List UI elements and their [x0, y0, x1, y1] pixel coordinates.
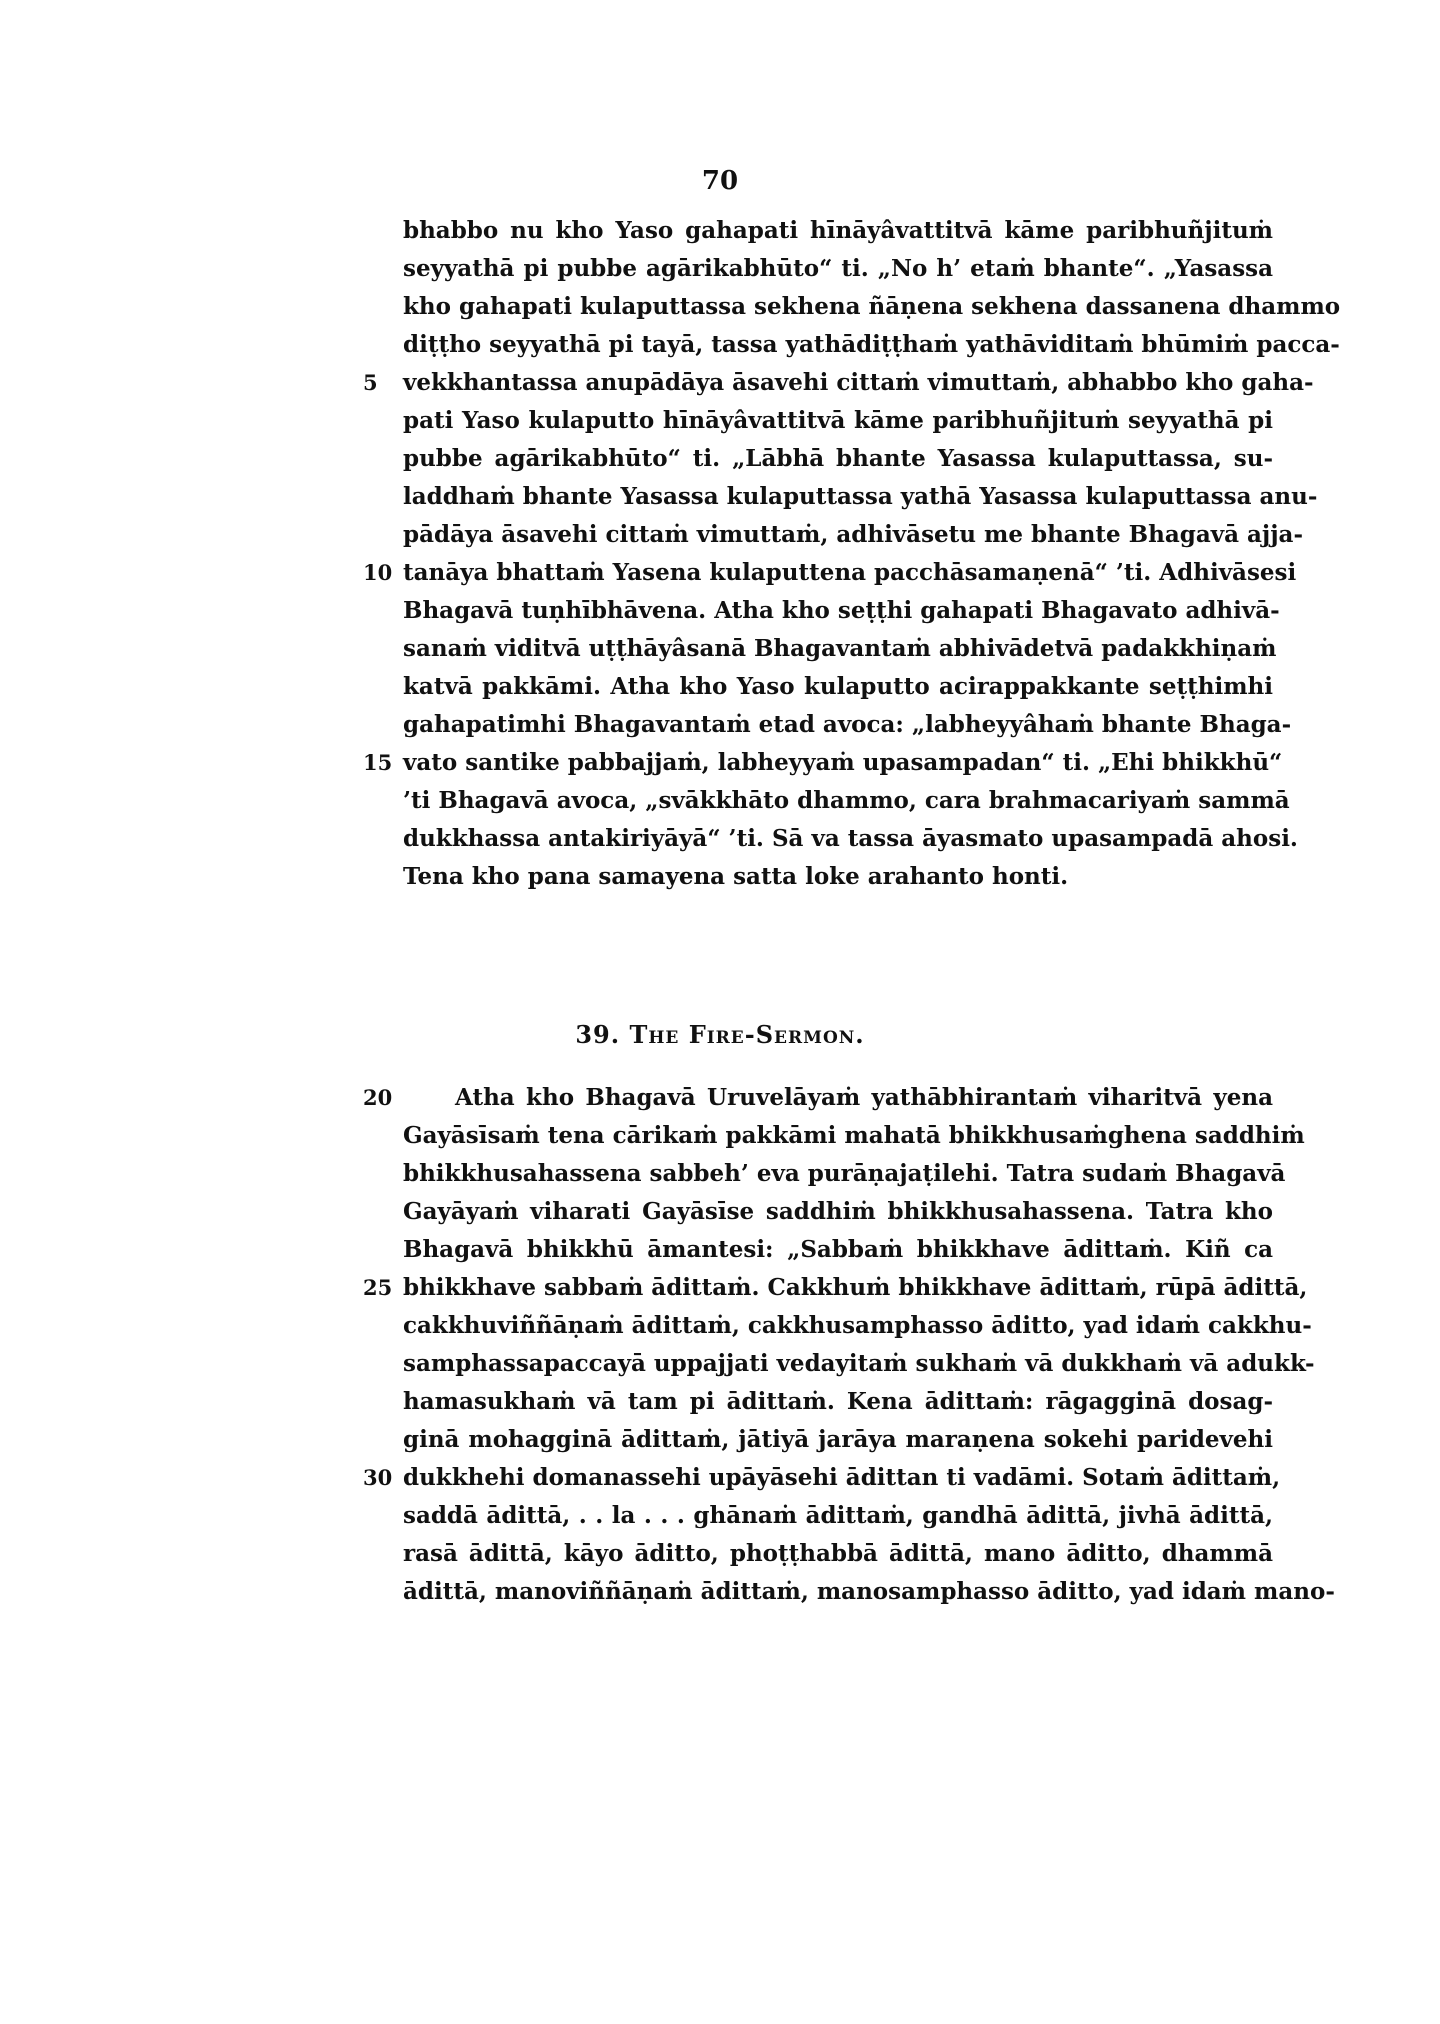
- text-line: [363, 1269, 1308, 1307]
- line-text: hamasukhaṁ vā tam pi ādittaṁ. Kena ādittaṁ: rāgagginā dosag-: [403, 1388, 1273, 1415]
- text-line: [403, 1345, 1315, 1383]
- line-text: dukkhassa antakiriyāyā“ ’ti. Sā va tassa āyasmato upasampadā ahosi.: [403, 825, 1298, 852]
- line-text: ’ti Bhagavā avoca, „svākkhāto dhammo, cara brahmacariyaṁ sammā: [403, 787, 1290, 814]
- section-heading: [0, 1020, 1440, 1049]
- text-line: [403, 1231, 1273, 1269]
- line-number: 20: [363, 1085, 393, 1110]
- text-line: [403, 1117, 1305, 1155]
- paragraph-1: [363, 212, 1341, 896]
- text-line: [403, 1421, 1273, 1459]
- line-number: 5: [363, 370, 378, 395]
- line-text: rasā ādittā, kāyo āditto, phoṭṭhabbā ādittā, mano āditto, dhammā: [403, 1540, 1273, 1567]
- text-line: [403, 478, 1318, 516]
- text-line: [403, 858, 1273, 896]
- line-text: ādittā, manoviññāṇaṁ ādittaṁ, manosamphasso āditto, yad idaṁ mano-: [403, 1578, 1335, 1605]
- page-number: 70: [701, 166, 739, 196]
- line-number: 15: [363, 750, 393, 775]
- text-line: [403, 1535, 1273, 1573]
- line-text: Atha kho Bhagavā Uruvelāyaṁ yathābhirantaṁ viharitvā yena: [455, 1084, 1273, 1111]
- text-line: [403, 288, 1341, 326]
- line-text: cakkhuviññāṇaṁ ādittaṁ, cakkhusamphasso āditto, yad idaṁ cakkhu-: [403, 1312, 1312, 1339]
- text-line: [403, 782, 1290, 820]
- line-text: seyyathā pi pubbe agārikabhūto“ ti. „No h’ etaṁ bhante“. „Yasassa: [403, 255, 1273, 282]
- line-text: pādāya āsavehi cittaṁ vimuttaṁ, adhivāsetu me bhante Bhagavā ajja-: [403, 521, 1303, 548]
- text-line: [403, 706, 1292, 744]
- text-line: [403, 1155, 1286, 1193]
- section-title: The Fire-Sermon.: [629, 1020, 865, 1049]
- section-number: 39.: [575, 1020, 621, 1049]
- line-text: tanāya bhattaṁ Yasena kulaputtena pacchāsamaṇenā“ ’ti. Adhivāsesi: [403, 559, 1297, 586]
- text-line: [363, 744, 1283, 782]
- line-text: vekkhantassa anupādāya āsavehi cittaṁ vimuttaṁ, abhabbo kho gaha-: [403, 369, 1314, 396]
- line-text: samphassapaccayā uppajjati vedayitaṁ sukhaṁ vā dukkhaṁ vā adukk-: [403, 1350, 1315, 1377]
- text-line: [403, 1193, 1273, 1231]
- text-line: [363, 1459, 1281, 1497]
- line-text: Bhagavā bhikkhū āmantesi: „Sabbaṁ bhikkhave ādittaṁ. Kiñ ca: [403, 1236, 1273, 1263]
- text-line: [403, 668, 1273, 706]
- line-text: katvā pakkāmi. Atha kho Yaso kulaputto acirappakkante seṭṭhimhi: [403, 673, 1273, 700]
- line-text: dukkhehi domanassehi upāyāsehi ādittan ti vadāmi. Sotaṁ ādittaṁ,: [403, 1464, 1281, 1491]
- line-text: pubbe agārikabhūto“ ti. „Lābhā bhante Yasassa kulaputtassa, su-: [403, 445, 1273, 472]
- text-line: [403, 630, 1277, 668]
- text-line: [403, 402, 1273, 440]
- text-line: [403, 212, 1273, 250]
- line-text: saddā ādittā, . . la . . . ghānaṁ ādittaṁ, gandhā ādittā, jivhā ādittā,: [403, 1502, 1273, 1529]
- line-text: bhikkhave sabbaṁ ādittaṁ. Cakkhuṁ bhikkhave ādittaṁ, rūpā ādittā,: [403, 1274, 1308, 1301]
- line-number: 10: [363, 560, 393, 585]
- line-text: Gayāsīsaṁ tena cārikaṁ pakkāmi mahatā bhikkhusaṁghena saddhiṁ: [403, 1122, 1305, 1149]
- text-line: [403, 820, 1298, 858]
- text-line: [403, 326, 1340, 364]
- text-line: [403, 1573, 1335, 1611]
- text-line: [403, 1383, 1273, 1421]
- text-line: [403, 440, 1273, 478]
- line-text: gahapatimhi Bhagavantaṁ etad avoca: „labheyyâhaṁ bhante Bhaga-: [403, 711, 1292, 738]
- text-line: [363, 364, 1314, 402]
- line-text: sanaṁ viditvā uṭṭhāyâsanā Bhagavantaṁ abhivādetvā padakkhiṇaṁ: [403, 635, 1277, 662]
- text-line: [363, 554, 1297, 592]
- text-line: [363, 1079, 1273, 1117]
- line-text: diṭṭho seyyathā pi tayā, tassa yathādiṭṭhaṁ yathāviditaṁ bhūmiṁ pacca-: [403, 331, 1340, 358]
- line-text: Tena kho pana samayena satta loke arahanto honti.: [403, 863, 1069, 890]
- line-text: ginā mohagginā ādittaṁ, jātiyā jarāya maraṇena sokehi paridevehi: [403, 1426, 1273, 1453]
- text-line: [403, 592, 1280, 630]
- paragraph-2: [363, 1079, 1335, 1611]
- line-text: bhikkhusahassena sabbeh’ eva purāṇajaṭilehi. Tatra sudaṁ Bhagavā: [403, 1160, 1286, 1187]
- line-number: 25: [363, 1275, 393, 1300]
- text-line: [403, 516, 1303, 554]
- line-text: bhabbo nu kho Yaso gahapati hīnāyâvattitvā kāme paribhuñjituṁ: [403, 217, 1273, 244]
- line-number: 30: [363, 1465, 393, 1490]
- line-text: laddhaṁ bhante Yasassa kulaputtassa yathā Yasassa kulaputtassa anu-: [403, 483, 1318, 510]
- text-line: [403, 1497, 1273, 1535]
- line-text: pati Yaso kulaputto hīnāyâvattitvā kāme paribhuñjituṁ seyyathā pi: [403, 407, 1273, 434]
- line-text: Gayāyaṁ viharati Gayāsīse saddhiṁ bhikkhusahassena. Tatra kho: [403, 1198, 1273, 1225]
- line-text: vato santike pabbajjaṁ, labheyyaṁ upasampadan“ ti. „Ehi bhikkhū“: [403, 749, 1283, 776]
- text-line: [403, 250, 1273, 288]
- text-line: [403, 1307, 1312, 1345]
- line-text: kho gahapati kulaputtassa sekhena ñāṇena sekhena dassanena dhammo: [403, 293, 1341, 320]
- line-text: Bhagavā tuṇhībhāvena. Atha kho seṭṭhi gahapati Bhagavato adhivā-: [403, 597, 1280, 624]
